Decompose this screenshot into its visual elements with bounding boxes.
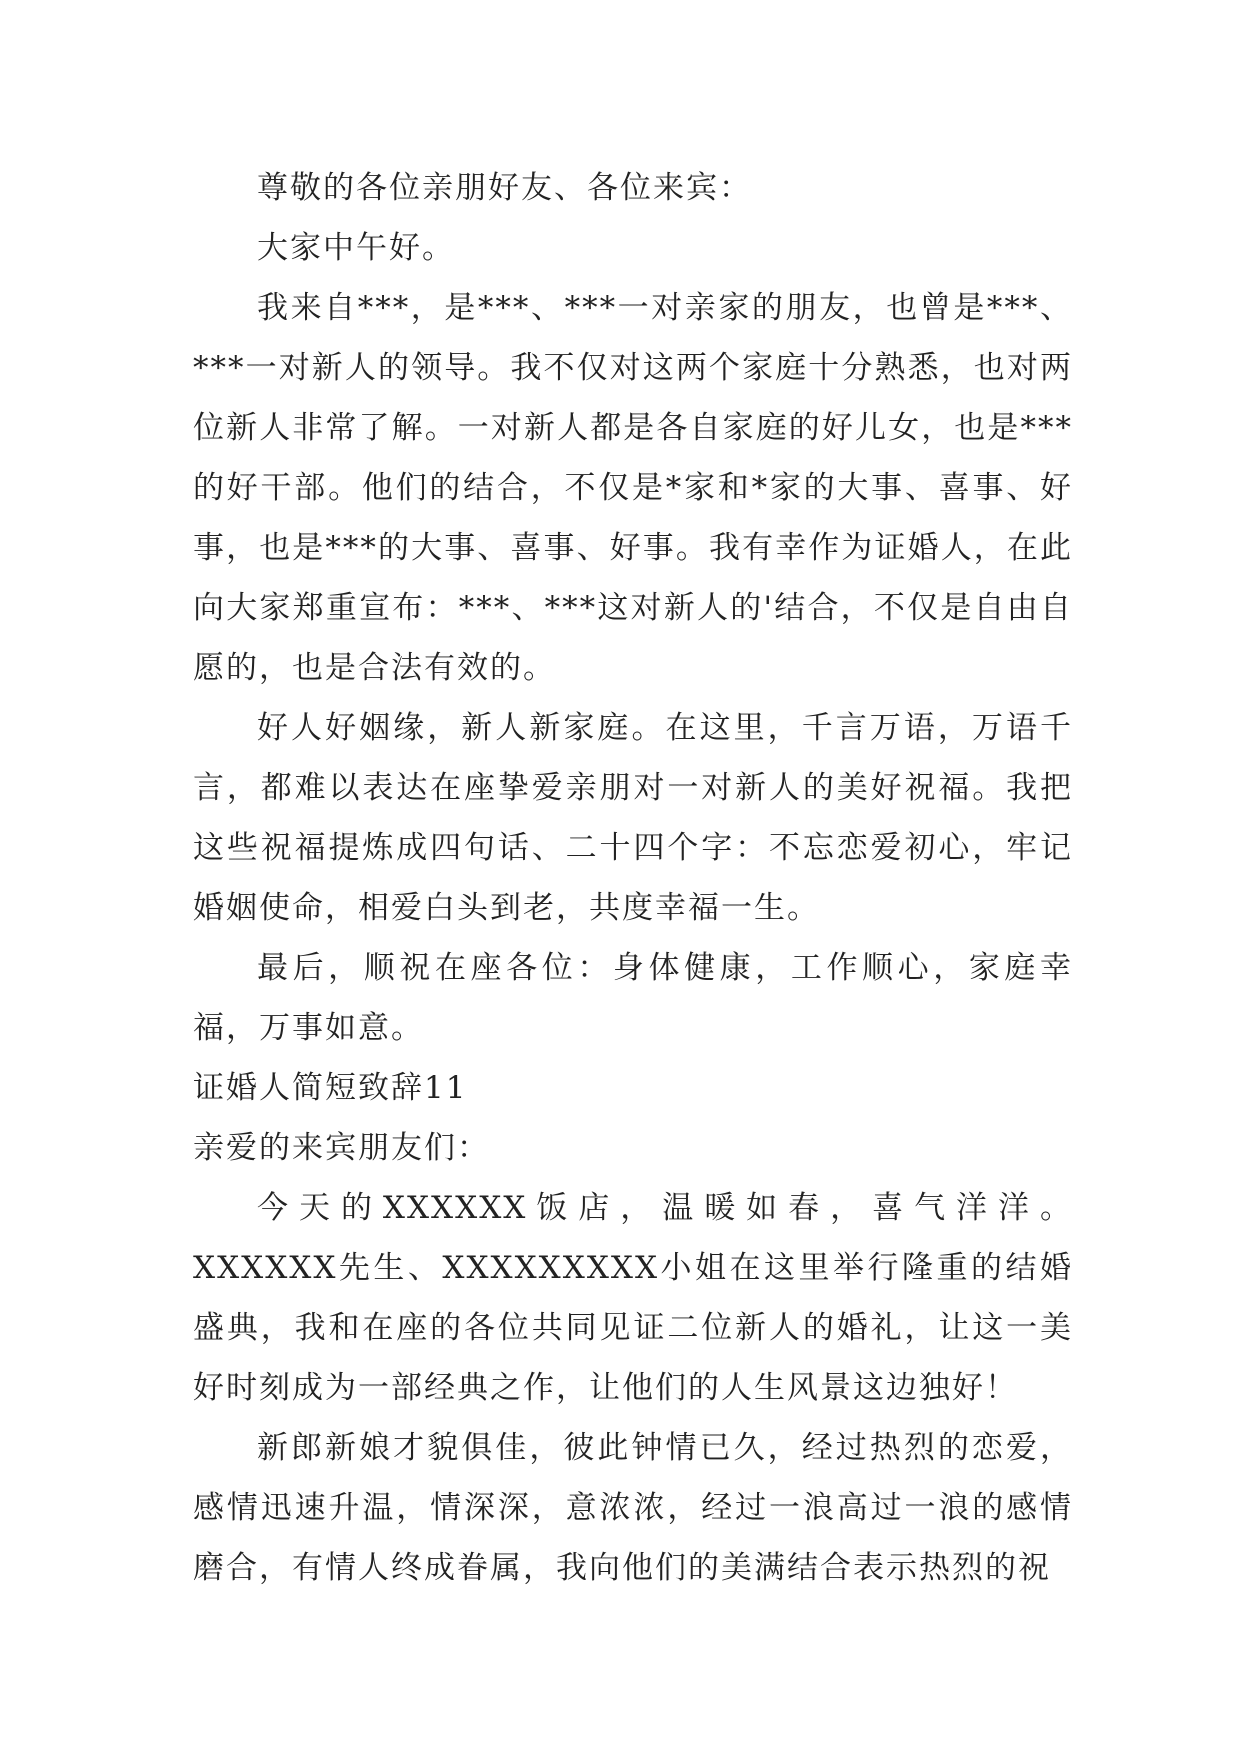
ceremony-paragraph: 今天的XXXXXX饭店，温暖如春，喜气洋洋。XXXXXX先生、XXXXXXXXX小姐在这里举行隆重的结婚盛典，我和在座的各位共同见证二位新人的婚礼，让这一美好时刻成为一部经典之作，让他们的人生风景这边独好！ [193, 1190, 1073, 1406]
blessing-paragraph: 好人好姻缘，新人新家庭。在这里，千言万语，万语千言，都难以表达在座挚爱亲朋对一对新人的美好祝福。我把这些祝福提炼成四句话、二十四个字：不忘恋爱初心，牢记婚姻使命，相爱白头到老，共度幸福一生。 [193, 710, 1073, 926]
good-noon-paragraph: 大家中午好。 [257, 230, 455, 266]
section-title: 证婚人简短致辞11 [193, 1070, 468, 1106]
introduction-paragraph: 我来自***，是***、***一对亲家的朋友，也曾是***、***一对新人的领导。我不仅对这两个家庭十分熟悉，也对两位新人非常了解。一对新人都是各自家庭的好儿女，也是***的好干部。他们的结合，不仅是*家和*家的大事、喜事、好事，也是***的大事、喜事、好事。我有幸作为证婚人，在此向大家郑重宣布：***、***这对新人的'结合，不仅是自由自愿的，也是合法有效的。 [193, 290, 1073, 686]
document-body [193, 158, 1073, 1598]
salutation-line: 亲爱的来宾朋友们： [193, 1130, 490, 1166]
couple-paragraph: 新郎新娘才貌俱佳，彼此钟情已久，经过热烈的恋爱，感情迅速升温，情深深，意浓浓，经过一浪高过一浪的感情磨合，有情人终成眷属，我向他们的美满结合表示热烈的祝 [193, 1430, 1073, 1586]
greeting-paragraph: 尊敬的各位亲朋好友、各位来宾： [257, 170, 752, 206]
closing-paragraph: 最后，顺祝在座各位：身体健康，工作顺心，家庭幸福，万事如意。 [193, 950, 1073, 1046]
